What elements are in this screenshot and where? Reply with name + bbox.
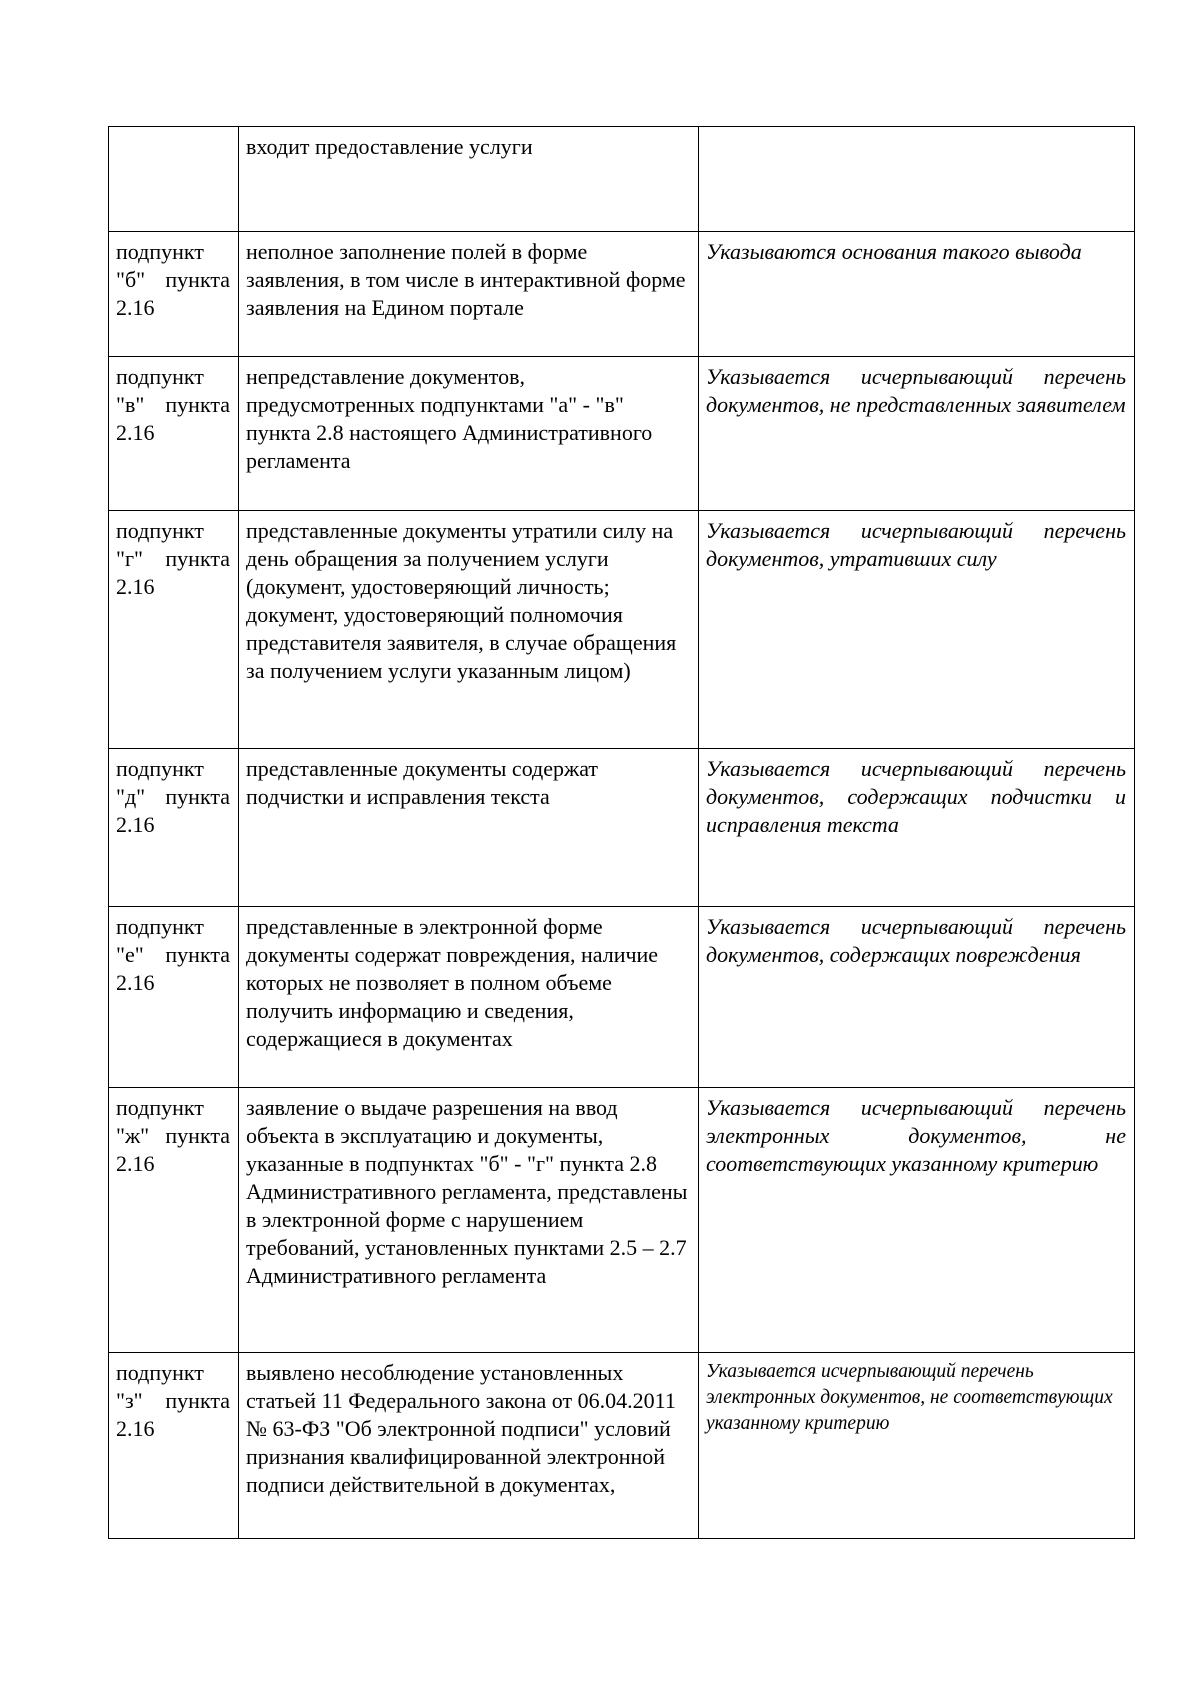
point-label: подпункт: [116, 1360, 204, 1385]
point-label: подпункт: [116, 1095, 204, 1120]
point-subitem: "г" пункта: [116, 546, 230, 571]
point-label: подпункт: [116, 756, 204, 781]
explanation-cell: Указывается исчерпывающий перечень документов, утративших силу: [699, 511, 1135, 749]
point-number: 2.16: [116, 970, 155, 995]
explanation-cell: Указывается исчерпывающий перечень документов, не представленных заявителем: [699, 357, 1135, 511]
point-subitem: "в" пункта: [116, 392, 230, 417]
refusal-reason-cell: непредставление документов, предусмотренных подпунктами "а" - "в" пункта 2.8 настоящего Административного регламента: [239, 357, 699, 511]
explanation-cell: [699, 127, 1135, 232]
point-subitem: "з" пункта: [116, 1388, 230, 1413]
explanation-cell: Указывается исчерпывающий перечень документов, содержащих повреждения: [699, 907, 1135, 1088]
point-subitem: "ж" пункта: [116, 1123, 230, 1148]
point-subitem: "б" пункта: [116, 267, 230, 292]
point-reference-cell: [109, 511, 239, 749]
point-reference-cell: [109, 232, 239, 357]
point-number: 2.16: [116, 574, 155, 599]
refusal-reason-cell: входит предоставление услуги: [239, 127, 699, 232]
point-label: подпункт: [116, 518, 204, 543]
point-subitem: "е" пункта: [116, 942, 230, 967]
refusal-reason-cell: представленные документы содержат подчистки и исправления текста: [239, 749, 699, 907]
explanation-cell: Указывается исчерпывающий перечень электронных документов, не соответствующих указанному критерию: [699, 1088, 1135, 1353]
point-number: 2.16: [116, 295, 155, 320]
refusal-reason-cell: представленные документы утратили силу на день обращения за получением услуги (документ, удостоверяющий личность; документ, удостоверяющий полномочия представителя заявителя, в случае обращения за получением услуги указанным лицом): [239, 511, 699, 749]
table-row: [109, 1088, 1135, 1353]
table-row: [109, 357, 1135, 511]
refusal-reason-cell: представленные в электронной форме документы содержат повреждения, наличие которых не позволяет в полном объеме получить информацию и сведения, содержащиеся в документах: [239, 907, 699, 1088]
explanation-cell: Указывается исчерпывающий перечень электронных документов, не соответствующих указанному критерию: [699, 1353, 1135, 1539]
table-row: [109, 907, 1135, 1088]
refusal-reason-cell: выявлено несоблюдение установленных статьей 11 Федерального закона от 06.04.2011 № 63-ФЗ "Об электронной подписи" условий признания квалифицированной электронной подписи действительной в документах,: [239, 1353, 699, 1539]
point-reference-cell: [109, 1353, 239, 1539]
point-number: 2.16: [116, 1416, 155, 1441]
point-number: 2.16: [116, 420, 155, 445]
point-number: 2.16: [116, 812, 155, 837]
point-reference-cell: [109, 749, 239, 907]
table-row: [109, 749, 1135, 907]
point-reference-cell: [109, 1088, 239, 1353]
table-row: [109, 511, 1135, 749]
refusal-grounds-table: [108, 126, 1135, 1539]
point-number: 2.16: [116, 1151, 155, 1176]
refusal-reason-cell: неполное заполнение полей в форме заявления, в том числе в интерактивной форме заявления на Едином портале: [239, 232, 699, 357]
point-label: подпункт: [116, 914, 204, 939]
point-reference-cell: [109, 907, 239, 1088]
explanation-cell: Указываются основания такого вывода: [699, 232, 1135, 357]
point-reference-cell: [109, 127, 239, 232]
table-row: [109, 1353, 1135, 1539]
refusal-reason-cell: заявление о выдаче разрешения на ввод объекта в эксплуатацию и документы, указанные в подпунктах "б" - "г" пункта 2.8 Административного регламента, представлены в электронной форме с нарушением требований, установленных пунктами 2.5 – 2.7 Административного регламента: [239, 1088, 699, 1353]
point-label: подпункт: [116, 364, 204, 389]
explanation-cell: Указывается исчерпывающий перечень документов, содержащих подчистки и исправления текста: [699, 749, 1135, 907]
table-row: [109, 232, 1135, 357]
point-reference-cell: [109, 357, 239, 511]
point-subitem: "д" пункта: [116, 784, 230, 809]
point-label: подпункт: [116, 239, 204, 264]
table-row: [109, 127, 1135, 232]
